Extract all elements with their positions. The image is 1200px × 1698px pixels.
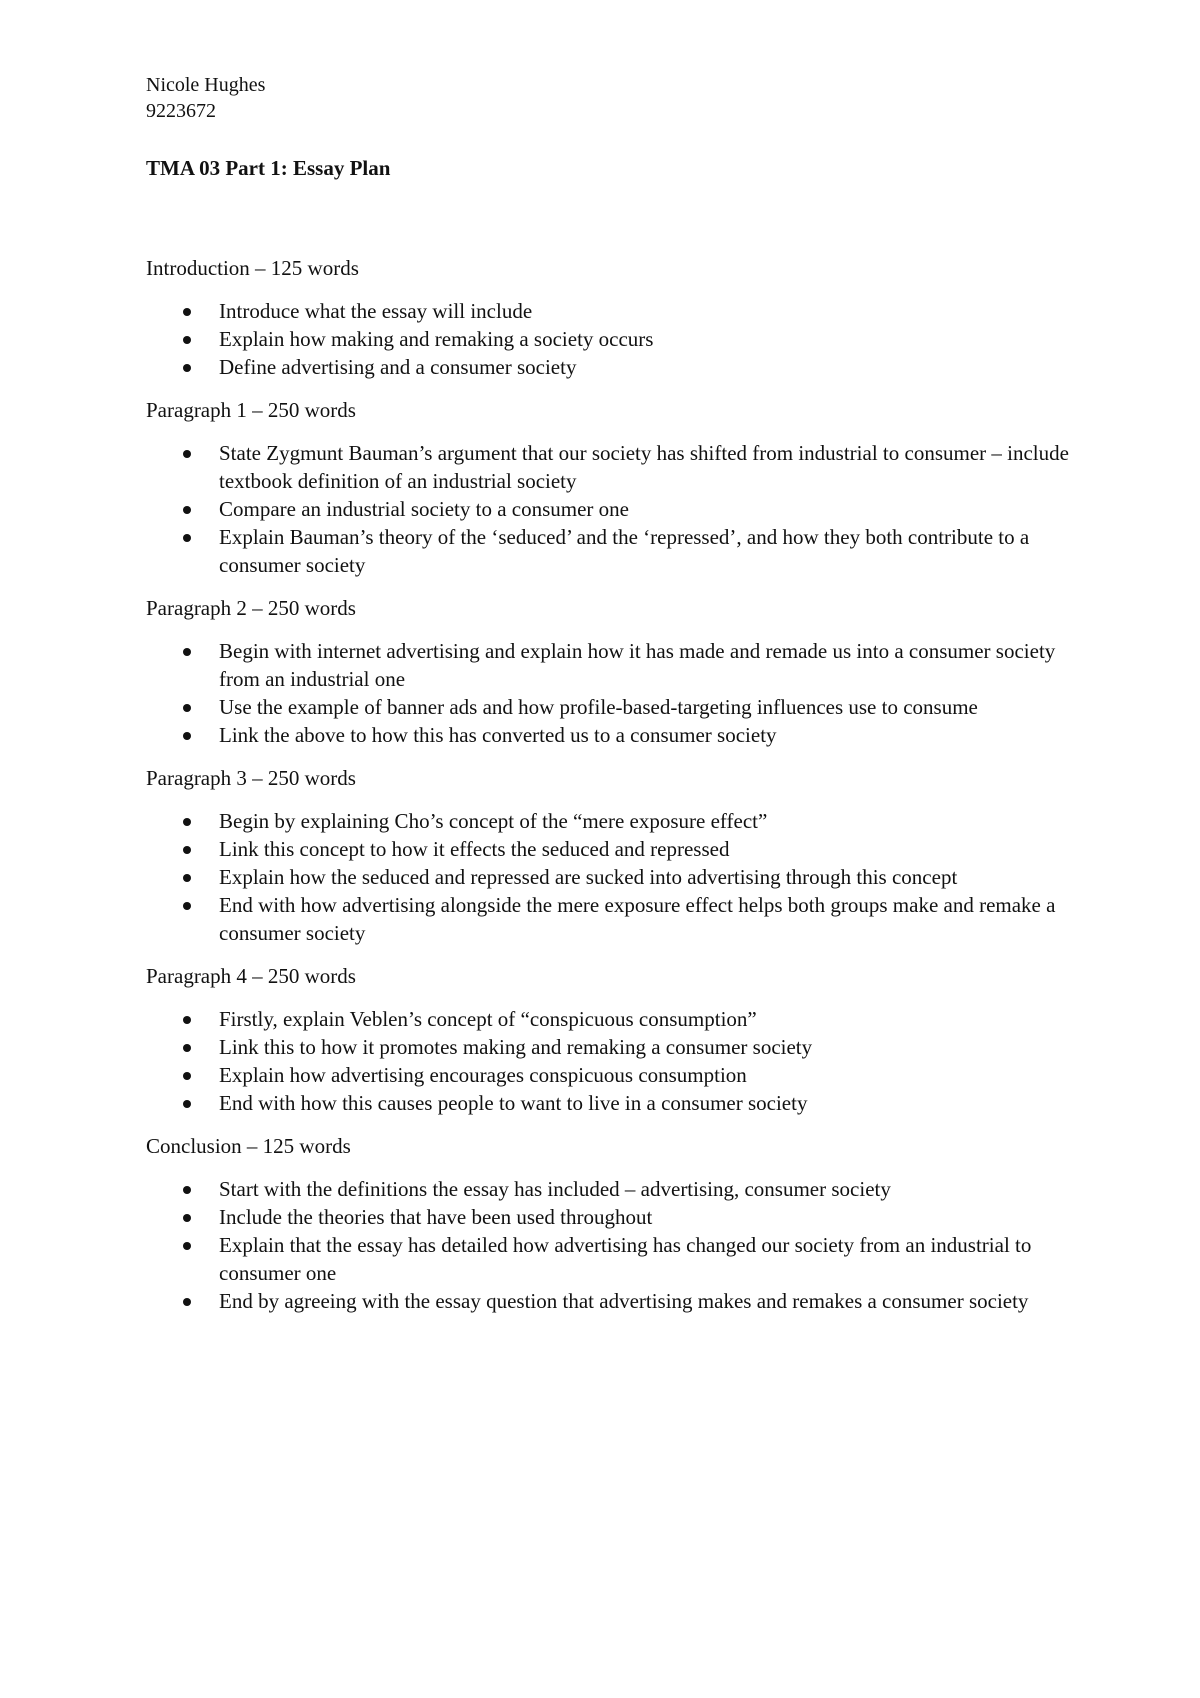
section-paragraph-1 (146, 396, 1076, 579)
list-item (146, 1005, 1076, 1033)
list-item-text: Introduce what the essay will include (219, 299, 533, 323)
list-item-text: Use the example of banner ads and how profile-based-targeting influences use to consume (219, 695, 978, 719)
list-item-text: Explain how advertising encourages conspicuous consumption (219, 1063, 747, 1087)
section-heading: Paragraph 2 – 250 words (146, 596, 356, 620)
bullet-dot-icon (183, 818, 191, 826)
list-item-text: Define advertising and a consumer society (219, 355, 577, 379)
list-item-text: Explain how the seduced and repressed are sucked into advertising through this concept (219, 865, 958, 889)
list-item-text: Start with the definitions the essay has included – advertising, consumer society (219, 1177, 891, 1201)
list-item (146, 891, 1076, 947)
list-item-text: End with how advertising alongside the mere exposure effect helps both groups make and remake a consumer society (219, 893, 1056, 945)
section-heading: Introduction – 125 words (146, 256, 359, 280)
list-item (146, 439, 1076, 495)
bullet-list (146, 1175, 1076, 1315)
list-item-text: Explain that the essay has detailed how advertising has changed our society from an industrial to consumer one (219, 1233, 1032, 1285)
list-item-text: Begin by explaining Cho’s concept of the “mere exposure effect” (219, 809, 768, 833)
list-item (146, 1061, 1076, 1089)
list-item-text: Link this to how it promotes making and remaking a consumer society (219, 1035, 813, 1059)
bullet-dot-icon (183, 534, 191, 542)
bullet-list (146, 297, 1076, 381)
bullet-dot-icon (183, 506, 191, 514)
bullet-dot-icon (183, 1298, 191, 1306)
bullet-dot-icon (183, 1100, 191, 1108)
list-item (146, 721, 1076, 749)
list-item-text: Explain Bauman’s theory of the ‘seduced’ and the ‘repressed’, and how they both contribute to a consumer society (219, 525, 1030, 577)
list-item (146, 1175, 1076, 1203)
bullet-dot-icon (183, 1186, 191, 1194)
list-item (146, 297, 1076, 325)
author-name: Nicole Hughes (146, 74, 266, 96)
section-heading: Paragraph 1 – 250 words (146, 398, 356, 422)
bullet-dot-icon (183, 1072, 191, 1080)
list-item-text: Explain how making and remaking a society occurs (219, 327, 654, 351)
list-item-text: Include the theories that have been used throughout (219, 1205, 653, 1229)
list-item (146, 1033, 1076, 1061)
bullet-dot-icon (183, 1044, 191, 1052)
section-paragraph-3 (146, 764, 1076, 947)
list-item (146, 807, 1076, 835)
list-item (146, 1231, 1076, 1287)
list-item (146, 353, 1076, 381)
student-id: 9223672 (146, 100, 216, 122)
list-item-text: Compare an industrial society to a consumer one (219, 497, 629, 521)
bullet-dot-icon (183, 1016, 191, 1024)
bullet-dot-icon (183, 648, 191, 656)
list-item-text: Link this concept to how it effects the seduced and repressed (219, 837, 730, 861)
bullet-dot-icon (183, 336, 191, 344)
list-item-text: State Zygmunt Bauman’s argument that our society has shifted from industrial to consumer – include textbook definition of an industrial society (219, 441, 1069, 493)
list-item (146, 863, 1076, 891)
section-conclusion (146, 1132, 1076, 1315)
list-item (146, 325, 1076, 353)
section-heading: Paragraph 4 – 250 words (146, 964, 356, 988)
section-heading: Paragraph 3 – 250 words (146, 766, 356, 790)
bullet-dot-icon (183, 364, 191, 372)
list-item (146, 1287, 1076, 1315)
list-item (146, 693, 1076, 721)
bullet-list (146, 439, 1076, 579)
bullet-list (146, 1005, 1076, 1117)
section-heading: Conclusion – 125 words (146, 1134, 351, 1158)
bullet-dot-icon (183, 874, 191, 882)
bullet-dot-icon (183, 450, 191, 458)
bullet-dot-icon (183, 704, 191, 712)
list-item (146, 637, 1076, 693)
section-paragraph-4 (146, 962, 1076, 1117)
list-item-text: End with how this causes people to want to live in a consumer society (219, 1091, 808, 1115)
document-content (146, 72, 1076, 1330)
list-item-text: Begin with internet advertising and explain how it has made and remade us into a consumer society from an industrial one (219, 639, 1056, 691)
bullet-dot-icon (183, 732, 191, 740)
list-item (146, 835, 1076, 863)
list-item (146, 1089, 1076, 1117)
bullet-list (146, 637, 1076, 749)
bullet-dot-icon (183, 846, 191, 854)
section-paragraph-2 (146, 594, 1076, 749)
list-item (146, 523, 1076, 579)
bullet-dot-icon (183, 1214, 191, 1222)
document-title: TMA 03 Part 1: Essay Plan (146, 156, 391, 180)
list-item-text: Firstly, explain Veblen’s concept of “conspicuous consumption” (219, 1007, 757, 1031)
list-item-text: Link the above to how this has converted us to a consumer society (219, 723, 777, 747)
bullet-dot-icon (183, 1242, 191, 1250)
list-item (146, 495, 1076, 523)
bullet-list (146, 807, 1076, 947)
list-item (146, 1203, 1076, 1231)
section-introduction (146, 254, 1076, 381)
list-item-text: End by agreeing with the essay question that advertising makes and remakes a consumer society (219, 1289, 1029, 1313)
bullet-dot-icon (183, 308, 191, 316)
bullet-dot-icon (183, 902, 191, 910)
